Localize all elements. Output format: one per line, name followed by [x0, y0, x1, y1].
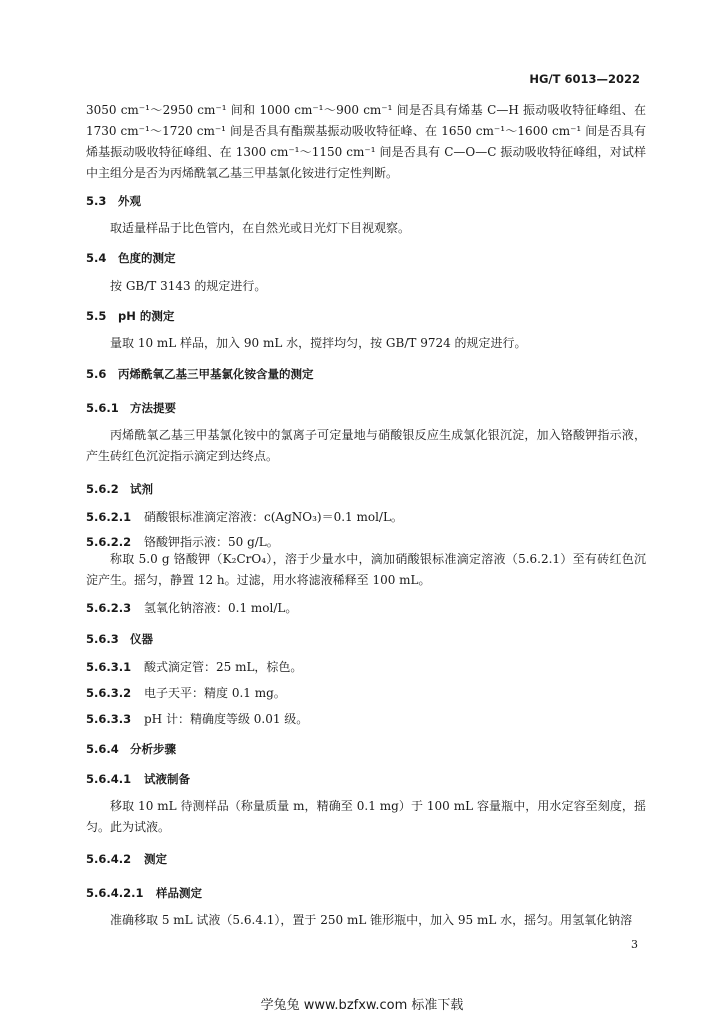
item-5-6-3-1 [86, 658, 646, 675]
item-number: 5.6.2.2 [86, 535, 132, 549]
item-text: pH 计：精确度等级 0.01 级。 [144, 712, 309, 726]
section-title: 仪器 [130, 632, 153, 646]
section-title: 外观 [118, 194, 141, 208]
section-5-4-text: 按 GB/T 3143 的规定进行。 [110, 279, 267, 293]
section-5-6-2-heading [86, 481, 153, 497]
section-5-6-4-2-1-heading [86, 885, 202, 901]
section-title: 试剂 [130, 482, 153, 496]
section-5-5-heading [86, 308, 174, 324]
section-title: 分析步骤 [130, 742, 176, 756]
section-title: 测定 [144, 852, 167, 866]
item-text: 铬酸钾指示液：50 g/L。 [144, 535, 279, 549]
item-text: 电子天平：精度 0.1 mg。 [144, 686, 286, 700]
section-number: 5.6.4 [86, 742, 119, 756]
section-5-6-4-2-heading [86, 851, 167, 867]
intro-paragraph: 3050 cm⁻¹～2950 cm⁻¹ 间和 1000 cm⁻¹～900 cm⁻¹ 间是否具有烯基 C—H 振动吸收特征峰组、在 1730 cm⁻¹～1720 cm⁻¹ 间是否具有酯羰基振动吸收特征峰、在 1650 cm⁻¹～1600 cm⁻¹ 间是否具有烯基振动吸收特征峰组、在 1300 cm⁻¹～1150 cm⁻¹ 间是否具有 C—O—C 振动吸收特征峰组，对试样中主组分是否为丙烯酰氧乙基三甲基氯化铵进行定性判断。 [86, 103, 646, 180]
item-number: 5.6.2.3 [86, 601, 132, 615]
item-text: 氢氧化钠溶液：0.1 mol/L。 [144, 601, 298, 615]
item-text: 硝酸银标准滴定溶液：c(AgNO₃)＝0.1 mol/L。 [144, 510, 403, 524]
section-number: 5.6.2 [86, 482, 119, 496]
item-text: 酸式滴定管：25 mL，棕色。 [144, 660, 303, 674]
item-5-6-3-3 [86, 710, 646, 727]
section-number: 5.6.3 [86, 632, 119, 646]
section-title: 丙烯酰氧乙基三甲基氯化铵含量的测定 [118, 367, 314, 381]
section-number: 5.6 [86, 367, 107, 381]
item-5-6-2-3 [86, 599, 646, 616]
section-5-6-3-heading [86, 631, 153, 647]
item-number: 5.6.3.2 [86, 686, 132, 700]
section-5-3-text: 取适量样品于比色管内，在自然光或日光灯下目视观察。 [110, 221, 411, 235]
section-title: 方法提要 [130, 401, 176, 415]
section-number: 5.6.4.1 [86, 772, 132, 786]
section-title: 试液制备 [144, 772, 190, 786]
item-5-6-3-2 [86, 684, 646, 701]
section-5-6-4-2-1-text: 准确移取 5 mL 试液（5.6.4.1），置于 250 mL 锥形瓶中，加入 95 mL 水，摇匀。用氢氧化钠溶 [110, 913, 633, 927]
item-5-6-2-2-detail: 称取 5.0 g 铬酸钾（K₂CrO₄），溶于少量水中，滴加硝酸银标准滴定溶液（5.6.2.1）至有砖红色沉淀产生。摇匀，静置 12 h。过滤，用水将滤液稀释至 100 mL。 [86, 552, 646, 587]
section-5-3-heading [86, 193, 141, 209]
section-5-6-1-heading [86, 400, 176, 416]
section-number: 5.6.4.2 [86, 852, 132, 866]
section-number: 5.6.1 [86, 401, 119, 415]
item-number: 5.6.3.1 [86, 660, 132, 674]
section-number: 5.3 [86, 194, 107, 208]
section-5-6-4-1-heading [86, 771, 190, 787]
section-number: 5.5 [86, 309, 107, 323]
section-title: 色度的测定 [118, 251, 176, 265]
section-5-6-heading [86, 366, 314, 382]
section-5-6-4-1-text: 移取 10 mL 待测样品（称量质量 m，精确至 0.1 mg）于 100 mL 容量瓶中，用水定容至刻度，摇匀。此为试液。 [86, 799, 646, 834]
item-5-6-2-1 [86, 508, 646, 525]
section-5-6-4-heading [86, 741, 176, 757]
footer-watermark: 学兔兔 www.bzfxw.com 标准下载 [260, 998, 464, 1013]
page-number: 3 [631, 938, 638, 951]
section-number: 5.6.4.2.1 [86, 886, 144, 900]
section-number: 5.4 [86, 251, 107, 265]
item-5-6-2-2 [86, 533, 646, 550]
section-5-6-1-text: 丙烯酰氧乙基三甲基氯化铵中的氯离子可定量地与硝酸银反应生成氯化银沉淀，加入铬酸钾指示液，产生砖红色沉淀指示滴定到达终点。 [86, 428, 646, 463]
section-5-5-text: 量取 10 mL 样品，加入 90 mL 水，搅拌均匀，按 GB/T 9724 的规定进行。 [110, 336, 527, 350]
item-number: 5.6.3.3 [86, 712, 132, 726]
section-title: pH 的测定 [118, 309, 175, 323]
item-number: 5.6.2.1 [86, 510, 132, 524]
section-title: 样品测定 [156, 886, 202, 900]
standard-code: HG/T 6013—2022 [529, 72, 640, 86]
section-5-4-heading [86, 250, 176, 266]
